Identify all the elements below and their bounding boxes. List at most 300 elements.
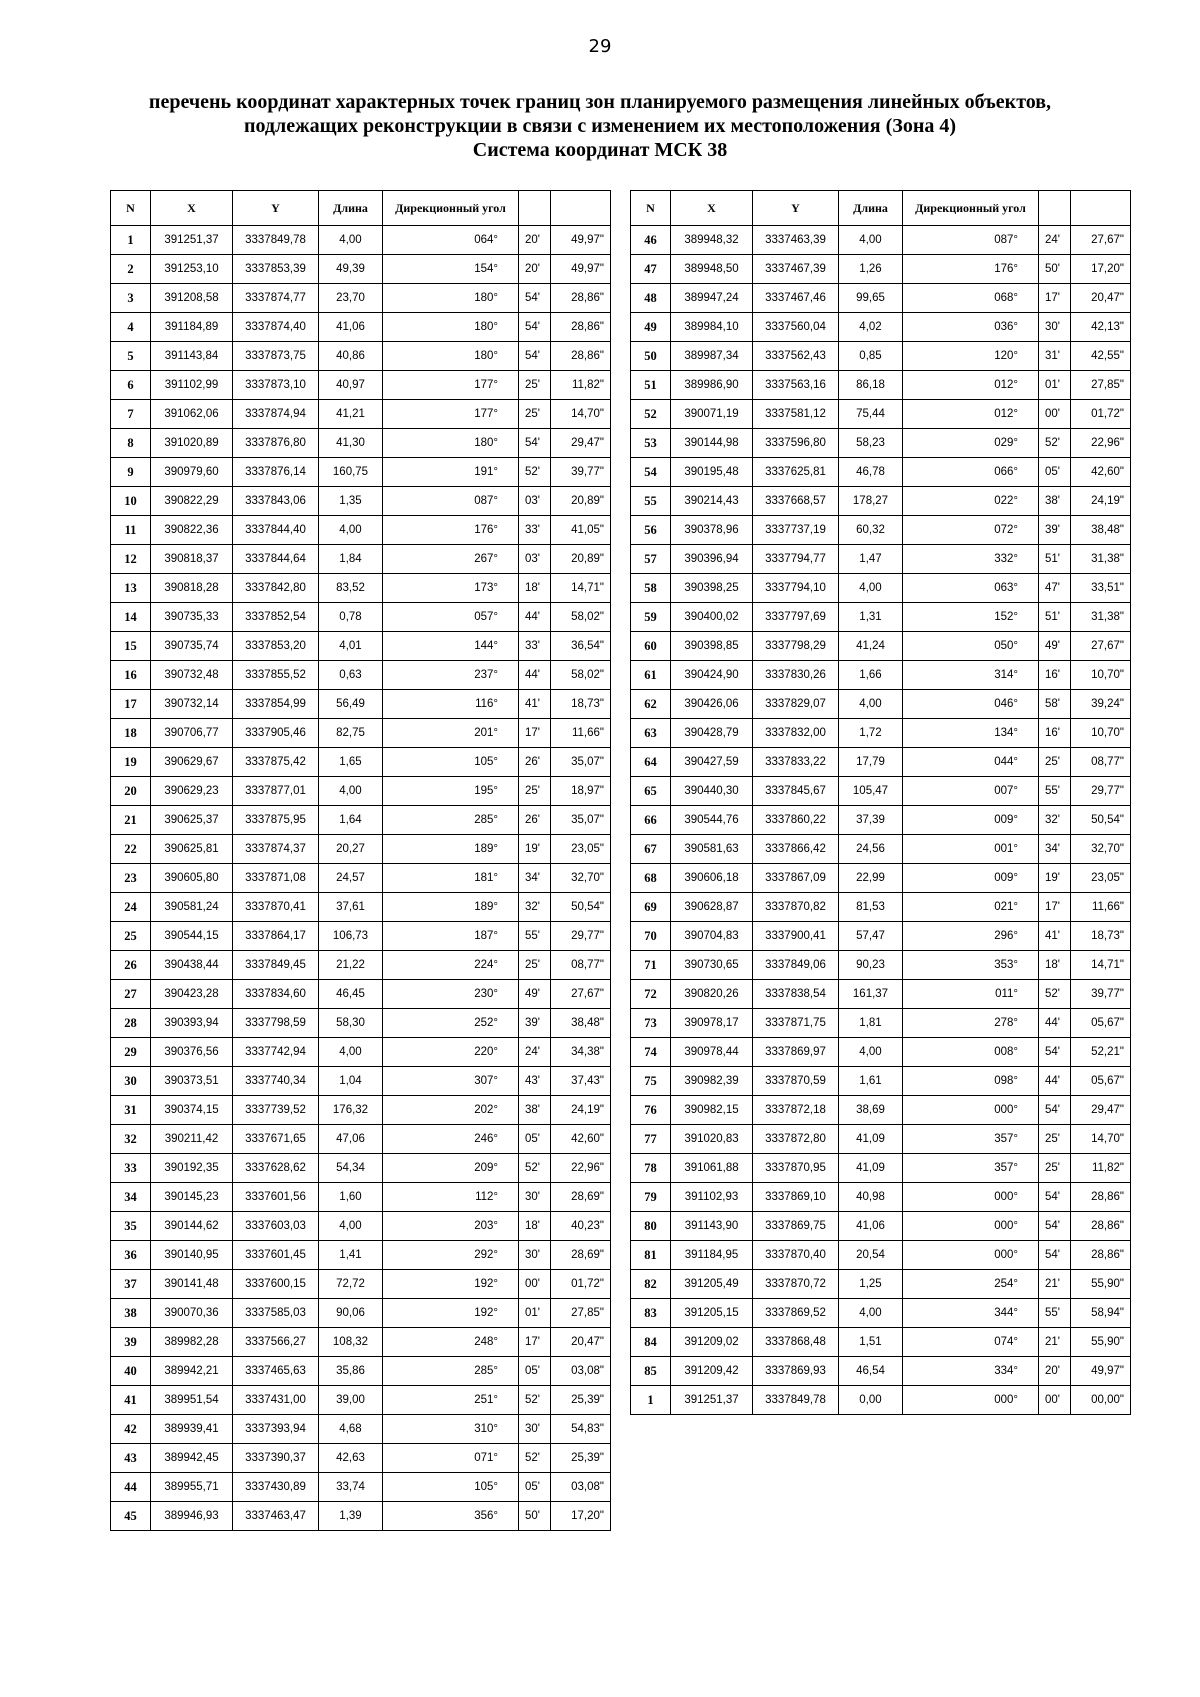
angle-degrees: 063° <box>903 574 1039 603</box>
y-coordinate: 3337869,93 <box>753 1357 839 1386</box>
angle-degrees: 278° <box>903 1009 1039 1038</box>
length: 20,54 <box>839 1241 903 1270</box>
table-row <box>631 226 1131 255</box>
angle-degrees: 173° <box>383 574 519 603</box>
length: 83,52 <box>319 574 383 603</box>
table-row <box>111 835 611 864</box>
y-coordinate: 3337838,54 <box>753 980 839 1009</box>
length: 46,54 <box>839 1357 903 1386</box>
angle-seconds: 49,97" <box>551 226 611 255</box>
angle-seconds: 27,67" <box>1071 632 1131 661</box>
length: 82,75 <box>319 719 383 748</box>
point-number: 45 <box>111 1502 151 1531</box>
angle-minutes: 44' <box>1039 1009 1071 1038</box>
y-coordinate: 3337829,07 <box>753 690 839 719</box>
angle-degrees: 187° <box>383 922 519 951</box>
y-coordinate: 3337585,03 <box>233 1299 319 1328</box>
header-y: Y <box>233 191 319 226</box>
angle-seconds: 23,05" <box>551 835 611 864</box>
angle-seconds: 24,19" <box>1071 487 1131 516</box>
angle-seconds: 40,23" <box>551 1212 611 1241</box>
angle-minutes: 17' <box>519 719 551 748</box>
angle-degrees: 000° <box>903 1183 1039 1212</box>
point-number: 36 <box>111 1241 151 1270</box>
point-number: 37 <box>111 1270 151 1299</box>
table-row <box>631 313 1131 342</box>
angle-minutes: 05' <box>519 1473 551 1502</box>
y-coordinate: 3337797,69 <box>753 603 839 632</box>
x-coordinate: 390373,51 <box>151 1067 233 1096</box>
x-coordinate: 390396,94 <box>671 545 753 574</box>
angle-seconds: 50,54" <box>551 893 611 922</box>
y-coordinate: 3337560,04 <box>753 313 839 342</box>
table-row <box>111 1415 611 1444</box>
y-coordinate: 3337849,78 <box>233 226 319 255</box>
angle-minutes: 34' <box>519 864 551 893</box>
angle-seconds: 20,89" <box>551 487 611 516</box>
angle-degrees: 180° <box>383 284 519 313</box>
table-row <box>111 1444 611 1473</box>
angle-seconds: 14,71" <box>1071 951 1131 980</box>
angle-degrees: 181° <box>383 864 519 893</box>
angle-degrees: 011° <box>903 980 1039 1009</box>
angle-minutes: 25' <box>519 371 551 400</box>
angle-minutes: 55' <box>1039 1299 1071 1328</box>
angle-minutes: 55' <box>1039 777 1071 806</box>
length: 4,68 <box>319 1415 383 1444</box>
point-number: 55 <box>631 487 671 516</box>
length: 99,65 <box>839 284 903 313</box>
table-row <box>631 574 1131 603</box>
y-coordinate: 3337854,99 <box>233 690 319 719</box>
angle-minutes: 25' <box>519 951 551 980</box>
angle-degrees: 154° <box>383 255 519 284</box>
length: 86,18 <box>839 371 903 400</box>
header-x: X <box>151 191 233 226</box>
table-row <box>111 255 611 284</box>
y-coordinate: 3337871,75 <box>753 1009 839 1038</box>
angle-minutes: 03' <box>519 545 551 574</box>
header-seconds <box>551 191 611 226</box>
angle-degrees: 356° <box>383 1502 519 1531</box>
angle-seconds: 42,55" <box>1071 342 1131 371</box>
x-coordinate: 390144,62 <box>151 1212 233 1241</box>
length: 161,37 <box>839 980 903 1009</box>
angle-seconds: 27,67" <box>551 980 611 1009</box>
y-coordinate: 3337465,63 <box>233 1357 319 1386</box>
angle-minutes: 19' <box>1039 864 1071 893</box>
length: 81,53 <box>839 893 903 922</box>
angle-minutes: 39' <box>1039 516 1071 545</box>
point-number: 56 <box>631 516 671 545</box>
y-coordinate: 3337869,75 <box>753 1212 839 1241</box>
y-coordinate: 3337874,77 <box>233 284 319 313</box>
angle-seconds: 28,69" <box>551 1241 611 1270</box>
table-row <box>631 429 1131 458</box>
length: 0,00 <box>839 1386 903 1415</box>
length: 4,00 <box>319 226 383 255</box>
table-row <box>111 748 611 777</box>
x-coordinate: 390730,65 <box>671 951 753 980</box>
angle-degrees: 353° <box>903 951 1039 980</box>
angle-minutes: 44' <box>519 603 551 632</box>
table-row <box>631 1154 1131 1183</box>
x-coordinate: 389984,10 <box>671 313 753 342</box>
table-row <box>111 342 611 371</box>
point-number: 9 <box>111 458 151 487</box>
point-number: 30 <box>111 1067 151 1096</box>
point-number: 61 <box>631 661 671 690</box>
point-number: 32 <box>111 1125 151 1154</box>
angle-minutes: 52' <box>519 1386 551 1415</box>
angle-minutes: 41' <box>519 690 551 719</box>
angle-seconds: 14,70" <box>551 400 611 429</box>
point-number: 76 <box>631 1096 671 1125</box>
table-row <box>111 1067 611 1096</box>
angle-degrees: 357° <box>903 1154 1039 1183</box>
angle-seconds: 03,08" <box>551 1473 611 1502</box>
angle-degrees: 064° <box>383 226 519 255</box>
angle-seconds: 52,21" <box>1071 1038 1131 1067</box>
angle-degrees: 189° <box>383 835 519 864</box>
point-number: 38 <box>111 1299 151 1328</box>
angle-degrees: 116° <box>383 690 519 719</box>
angle-minutes: 54' <box>1039 1212 1071 1241</box>
table-row <box>631 806 1131 835</box>
table-row <box>111 1299 611 1328</box>
y-coordinate: 3337875,95 <box>233 806 319 835</box>
length: 38,69 <box>839 1096 903 1125</box>
x-coordinate: 391208,58 <box>151 284 233 313</box>
angle-minutes: 43' <box>519 1067 551 1096</box>
table-row <box>631 255 1131 284</box>
title-line-2: подлежащих реконструкции в связи с изменением их местоположения (Зона 4) <box>243 115 957 137</box>
x-coordinate: 389948,50 <box>671 255 753 284</box>
y-coordinate: 3337873,10 <box>233 371 319 400</box>
point-number: 14 <box>111 603 151 632</box>
table-row <box>631 835 1131 864</box>
angle-seconds: 14,71" <box>551 574 611 603</box>
angle-minutes: 05' <box>519 1357 551 1386</box>
point-number: 15 <box>111 632 151 661</box>
header-y: Y <box>753 191 839 226</box>
y-coordinate: 3337834,60 <box>233 980 319 1009</box>
y-coordinate: 3337849,45 <box>233 951 319 980</box>
table-row <box>631 1357 1131 1386</box>
angle-seconds: 29,77" <box>1071 777 1131 806</box>
table-row <box>111 574 611 603</box>
length: 1,41 <box>319 1241 383 1270</box>
x-coordinate: 390070,36 <box>151 1299 233 1328</box>
x-coordinate: 389942,45 <box>151 1444 233 1473</box>
angle-seconds: 37,43" <box>551 1067 611 1096</box>
angle-minutes: 30' <box>519 1415 551 1444</box>
angle-degrees: 071° <box>383 1444 519 1473</box>
table-row <box>631 893 1131 922</box>
point-number: 5 <box>111 342 151 371</box>
angle-seconds: 27,85" <box>1071 371 1131 400</box>
table-header-row <box>631 191 1131 226</box>
point-number: 77 <box>631 1125 671 1154</box>
x-coordinate: 390979,60 <box>151 458 233 487</box>
y-coordinate: 3337875,42 <box>233 748 319 777</box>
angle-degrees: 237° <box>383 661 519 690</box>
angle-minutes: 03' <box>519 487 551 516</box>
angle-minutes: 55' <box>519 922 551 951</box>
length: 0,85 <box>839 342 903 371</box>
x-coordinate: 390818,28 <box>151 574 233 603</box>
angle-seconds: 18,73" <box>551 690 611 719</box>
angle-seconds: 24,19" <box>551 1096 611 1125</box>
table-body-right <box>631 226 1131 1415</box>
table-row <box>111 1125 611 1154</box>
y-coordinate: 3337563,16 <box>753 371 839 400</box>
x-coordinate: 390393,94 <box>151 1009 233 1038</box>
length: 176,32 <box>319 1096 383 1125</box>
table-row <box>111 1154 611 1183</box>
table-row <box>631 1270 1131 1299</box>
angle-seconds: 29,47" <box>551 429 611 458</box>
angle-degrees: 254° <box>903 1270 1039 1299</box>
angle-degrees: 177° <box>383 371 519 400</box>
x-coordinate: 389942,21 <box>151 1357 233 1386</box>
x-coordinate: 390628,87 <box>671 893 753 922</box>
angle-minutes: 49' <box>519 980 551 1009</box>
table-row <box>111 458 611 487</box>
angle-seconds: 00,00" <box>1071 1386 1131 1415</box>
angle-degrees: 189° <box>383 893 519 922</box>
point-number: 23 <box>111 864 151 893</box>
angle-seconds: 36,54" <box>551 632 611 661</box>
angle-minutes: 05' <box>1039 458 1071 487</box>
angle-minutes: 51' <box>1039 545 1071 574</box>
point-number: 48 <box>631 284 671 313</box>
x-coordinate: 389986,90 <box>671 371 753 400</box>
angle-seconds: 35,07" <box>551 806 611 835</box>
point-number: 27 <box>111 980 151 1009</box>
angle-degrees: 180° <box>383 313 519 342</box>
x-coordinate: 390732,14 <box>151 690 233 719</box>
y-coordinate: 3337431,00 <box>233 1386 319 1415</box>
table-row <box>111 1270 611 1299</box>
x-coordinate: 390140,95 <box>151 1241 233 1270</box>
y-coordinate: 3337842,80 <box>233 574 319 603</box>
x-coordinate: 390735,74 <box>151 632 233 661</box>
angle-minutes: 52' <box>519 458 551 487</box>
header-angle: Дирекционный угол <box>903 191 1039 226</box>
length: 58,30 <box>319 1009 383 1038</box>
angle-seconds: 20,47" <box>551 1328 611 1357</box>
x-coordinate: 390625,37 <box>151 806 233 835</box>
y-coordinate: 3337794,77 <box>753 545 839 574</box>
angle-degrees: 144° <box>383 632 519 661</box>
point-number: 10 <box>111 487 151 516</box>
point-number: 62 <box>631 690 671 719</box>
angle-seconds: 28,86" <box>1071 1241 1131 1270</box>
angle-seconds: 38,48" <box>551 1009 611 1038</box>
length: 108,32 <box>319 1328 383 1357</box>
y-coordinate: 3337603,03 <box>233 1212 319 1241</box>
point-number: 20 <box>111 777 151 806</box>
angle-seconds: 35,07" <box>551 748 611 777</box>
angle-seconds: 55,90" <box>1071 1328 1131 1357</box>
document-title <box>60 90 1140 162</box>
angle-degrees: 252° <box>383 1009 519 1038</box>
length: 20,27 <box>319 835 383 864</box>
angle-degrees: 296° <box>903 922 1039 951</box>
angle-degrees: 066° <box>903 458 1039 487</box>
length: 4,00 <box>839 226 903 255</box>
y-coordinate: 3337868,48 <box>753 1328 839 1357</box>
angle-seconds: 41,05" <box>551 516 611 545</box>
length: 1,51 <box>839 1328 903 1357</box>
angle-degrees: 334° <box>903 1357 1039 1386</box>
x-coordinate: 391062,06 <box>151 400 233 429</box>
length: 49,39 <box>319 255 383 284</box>
y-coordinate: 3337393,94 <box>233 1415 319 1444</box>
angle-degrees: 044° <box>903 748 1039 777</box>
angle-minutes: 19' <box>519 835 551 864</box>
y-coordinate: 3337852,54 <box>233 603 319 632</box>
table-row <box>111 806 611 835</box>
y-coordinate: 3337872,80 <box>753 1125 839 1154</box>
angle-degrees: 000° <box>903 1212 1039 1241</box>
point-number: 65 <box>631 777 671 806</box>
y-coordinate: 3337845,67 <box>753 777 839 806</box>
angle-degrees: 192° <box>383 1299 519 1328</box>
x-coordinate: 390440,30 <box>671 777 753 806</box>
angle-degrees: 120° <box>903 342 1039 371</box>
length: 160,75 <box>319 458 383 487</box>
angle-minutes: 00' <box>1039 400 1071 429</box>
x-coordinate: 389955,71 <box>151 1473 233 1502</box>
y-coordinate: 3337798,59 <box>233 1009 319 1038</box>
x-coordinate: 390629,23 <box>151 777 233 806</box>
angle-minutes: 24' <box>1039 226 1071 255</box>
x-coordinate: 390706,77 <box>151 719 233 748</box>
angle-degrees: 224° <box>383 951 519 980</box>
angle-degrees: 021° <box>903 893 1039 922</box>
point-number: 42 <box>111 1415 151 1444</box>
x-coordinate: 390978,44 <box>671 1038 753 1067</box>
point-number: 41 <box>111 1386 151 1415</box>
table-row <box>631 864 1131 893</box>
angle-degrees: 112° <box>383 1183 519 1212</box>
angle-minutes: 25' <box>519 400 551 429</box>
y-coordinate: 3337832,00 <box>753 719 839 748</box>
y-coordinate: 3337430,89 <box>233 1473 319 1502</box>
angle-degrees: 180° <box>383 429 519 458</box>
angle-seconds: 11,82" <box>551 371 611 400</box>
angle-seconds: 25,39" <box>551 1386 611 1415</box>
angle-degrees: 285° <box>383 1357 519 1386</box>
length: 1,25 <box>839 1270 903 1299</box>
angle-degrees: 285° <box>383 806 519 835</box>
point-number: 18 <box>111 719 151 748</box>
angle-degrees: 203° <box>383 1212 519 1241</box>
table-row <box>111 661 611 690</box>
x-coordinate: 390438,44 <box>151 951 233 980</box>
length: 1,66 <box>839 661 903 690</box>
y-coordinate: 3337876,80 <box>233 429 319 458</box>
angle-degrees: 292° <box>383 1241 519 1270</box>
x-coordinate: 390732,48 <box>151 661 233 690</box>
angle-minutes: 52' <box>1039 980 1071 1009</box>
table-row <box>111 1357 611 1386</box>
x-coordinate: 390374,15 <box>151 1096 233 1125</box>
point-number: 83 <box>631 1299 671 1328</box>
table-row <box>631 1241 1131 1270</box>
angle-seconds: 42,60" <box>551 1125 611 1154</box>
length: 60,32 <box>839 516 903 545</box>
point-number: 49 <box>631 313 671 342</box>
point-number: 53 <box>631 429 671 458</box>
angle-minutes: 05' <box>519 1125 551 1154</box>
x-coordinate: 389987,34 <box>671 342 753 371</box>
angle-seconds: 28,86" <box>1071 1183 1131 1212</box>
length: 33,74 <box>319 1473 383 1502</box>
length: 22,99 <box>839 864 903 893</box>
angle-seconds: 01,72" <box>551 1270 611 1299</box>
angle-minutes: 58' <box>1039 690 1071 719</box>
header-n: N <box>631 191 671 226</box>
y-coordinate: 3337867,09 <box>753 864 839 893</box>
angle-minutes: 44' <box>1039 1067 1071 1096</box>
angle-minutes: 54' <box>1039 1096 1071 1125</box>
angle-degrees: 202° <box>383 1096 519 1125</box>
angle-minutes: 50' <box>519 1502 551 1531</box>
table-row <box>631 342 1131 371</box>
y-coordinate: 3337872,18 <box>753 1096 839 1125</box>
x-coordinate: 390818,37 <box>151 545 233 574</box>
y-coordinate: 3337596,80 <box>753 429 839 458</box>
angle-degrees: 307° <box>383 1067 519 1096</box>
length: 46,45 <box>319 980 383 1009</box>
point-number: 25 <box>111 922 151 951</box>
point-number: 28 <box>111 1009 151 1038</box>
table-row <box>111 864 611 893</box>
table-row <box>631 458 1131 487</box>
angle-seconds: 49,97" <box>1071 1357 1131 1386</box>
title-line-3: Система координат МСК 38 <box>472 139 728 161</box>
angle-degrees: 029° <box>903 429 1039 458</box>
angle-seconds: 23,05" <box>1071 864 1131 893</box>
angle-seconds: 11,66" <box>551 719 611 748</box>
x-coordinate: 390735,33 <box>151 603 233 632</box>
length: 41,06 <box>319 313 383 342</box>
y-coordinate: 3337562,43 <box>753 342 839 371</box>
table-row <box>631 1328 1131 1357</box>
y-coordinate: 3337739,52 <box>233 1096 319 1125</box>
angle-seconds: 20,89" <box>551 545 611 574</box>
point-number: 59 <box>631 603 671 632</box>
y-coordinate: 3337742,94 <box>233 1038 319 1067</box>
angle-seconds: 28,69" <box>551 1183 611 1212</box>
angle-degrees: 230° <box>383 980 519 1009</box>
title-line-1: перечень координат характерных точек границ зон планируемого размещения линейных объектов, <box>148 91 1052 113</box>
y-coordinate: 3337844,64 <box>233 545 319 574</box>
point-number: 22 <box>111 835 151 864</box>
angle-degrees: 267° <box>383 545 519 574</box>
table-row <box>111 893 611 922</box>
point-number: 7 <box>111 400 151 429</box>
table-row <box>631 284 1131 313</box>
angle-seconds: 05,67" <box>1071 1009 1131 1038</box>
angle-minutes: 51' <box>1039 603 1071 632</box>
x-coordinate: 391209,42 <box>671 1357 753 1386</box>
y-coordinate: 3337830,26 <box>753 661 839 690</box>
point-number: 79 <box>631 1183 671 1212</box>
